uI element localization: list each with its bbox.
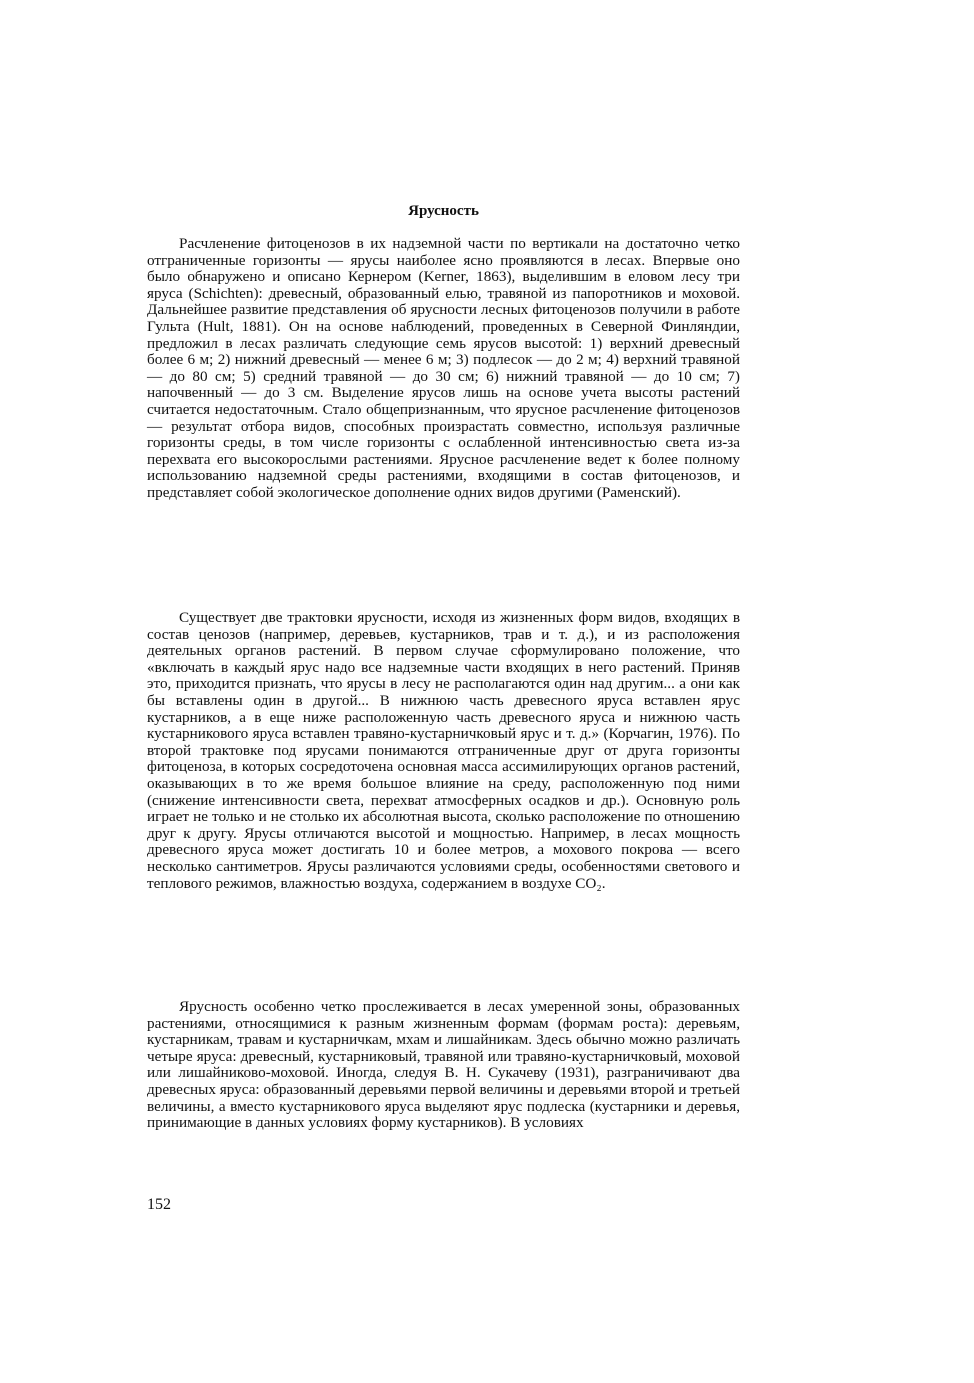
paragraph-2: Существует две трактовки ярусности, исходя из жизненных форм видов, входящих в состав ценозов (например, деревьев, кустарников, трав и т. д.), и из расположения деятельных органов растений. В первом случае сформулировано положение, что «включать в каждый ярус надо все надземные части входящих в него растений. Приняв это, приходится признать, что ярусы в лесу не располагаются один над другим... а они как бы вставлены один в другой... В нижнюю часть древесного яруса вставлен ярус кустарников, а в еще ниже расположенную часть древесного яруса и нижнюю часть кустарникового яруса вставлен травяно-кустарничковый ярус и т. д.» (Корчагин, 1976). По второй трактовке под ярусами понимаются отграниченные друг от друга горизонты фитоценоза, в которых сосредоточена основная масса ассимилирующих органов растений, оказывающих в то же время большое влияние на среду, расположенную под ними (снижение интенсивности света, перехват атмосферных осадков и др.). Основную роль играет не только и не столько их абсолютная высота, сколько расположение по отношению друг к другу. Ярусы отличаются высотой и мощностью. Например, в лесах мощность древесного яруса может достигать 10 и более метров, а мохового покрова — всего несколько сантиметров. Ярусы различаются условиями среды, особенностями светового и теплового режимов, влажностью воздуха, содержанием в воздухе CO₂. (147, 609, 740, 892)
paragraph-3: Ярусность особенно четко прослеживается в лесах умеренной зоны, образованных растениями, относящимися к разным жизненным формам (формам роста): деревьям, кустарникам, травам и кустарничкам, мхам и лишайникам. Здесь обычно можно различать четыре яруса: древесный, кустарниковый, травяной или травяно-кустарничковый, моховой или лишайниково-моховой. Иногда, следуя В. Н. Сукачеву (1931), разграничивают два древесных яруса: образованный деревьями первой величины и деревьями второй и третьей величины, а вместо кустарникового яруса выделяют ярус подлеска (кустарники и деревья, принимающие в данных условиях форму кустарников). В условиях (147, 998, 740, 1132)
section-heading: Ярусность (408, 203, 479, 219)
paragraph-1: Расчленение фитоценозов в их надземной части по вертикали на достаточно четко отграниченные горизонты — ярусы наиболее ясно проявляются в лесах. Впервые оно было обнаружено и описано Кернером (Kerner, 1863), выделившим в еловом лесу три яруса (Schichten): древесный, образованный елью, травяной из папоротников и моховой. Дальнейшее развитие представления об ярусности лесных фитоценозов получили в работе Гульта (Hult, 1881). Он на основе наблюдений, проведенных в Северной Финляндии, предложил в лесах различать следующие семь ярусов высотой: 1) верхний древесный более 6 м; 2) нижний древесный — менее 6 м; 3) подлесок — до 2 м; 4) верхний травяной — до 80 см; 5) средний травяной — до 30 см; 6) нижний травяной — до 10 см; 7) напочвенный — до 3 см. Выделение ярусов лишь на основе учета высоты растений считается недостаточным. Стало общепризнанным, что ярусное расчленение фитоценозов — результат отбора видов, способных произрастать совместно, используя различные горизонты среды, в том числе горизонты с ослабленной интенсивностью света из-за перехвата его высокорослыми растениями. Ярусное расчленение ведет к более полному использованию надземной среды растениями, входящими в состав фитоценозов, и представляет собой экологическое дополнение одних видов другими (Раменский). (147, 235, 740, 501)
page-number: 152 (147, 1196, 171, 1213)
